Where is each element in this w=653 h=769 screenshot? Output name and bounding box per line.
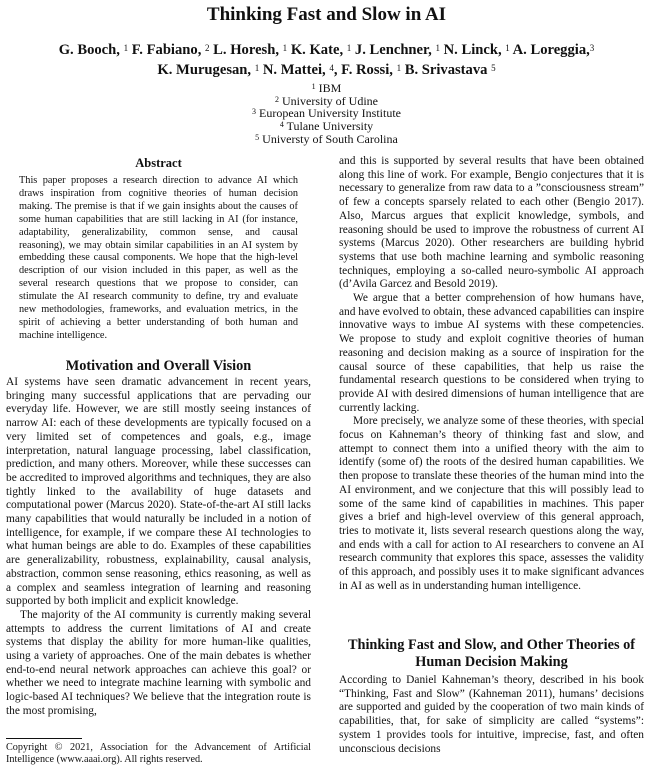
- author: J. Lenchner, $^1$: [354, 42, 440, 58]
- author: N. Mattei, $^4$: [262, 62, 334, 78]
- right-column: [339, 155, 644, 594]
- paragraph: AI systems have seen dramatic advancement in recent years, bringing many successful applications that are pervading our everyday life. However, we are still mostly seeing instances of narrow AI: each of these developments are typically focused on a very limited set of competences and goals, e.g., image interpretation, natural language processing, label classification, prediction, and many others. Moreover, while these successes can be accredited to improved algorithms and techniques, they are also tightly linked to the availability of huge datasets and computational power (Marcus 2020). State-of-the-art AI still lacks many capabilities that would naturally be included in a notion of intelligence, for example, if we compare these AI technologies to what human beings are able to do. Examples of these capabilities are generalizability, robustness, explainability, causal analysis, abstraction, common sense reasoning, ethics reasoning, as well as a complex and seamless integration of learning and reasoning supported by both implicit and explicit knowledge.: [6, 376, 311, 608]
- affiliation: $^2$ University of Udine: [275, 93, 378, 108]
- author: K. Kate, $^1$: [290, 42, 352, 58]
- affiliation: $^4$ Tulane University: [279, 119, 374, 134]
- section-heading-motivation: Motivation and Overall Vision: [65, 358, 252, 374]
- author: F. Fabiano, $^2$: [131, 42, 210, 58]
- author-list: [0, 40, 653, 80]
- author: N. Linck, $^1$: [443, 42, 510, 58]
- footnote-rule: [6, 738, 82, 739]
- author: L. Horesh, $^1$: [213, 42, 288, 58]
- paragraph: We argue that a better comprehension of how humans have, and have evolved to obtain, these advanced capabilities can inspire innovative ways to imbue AI systems with these competencies. We propose to study and exploit cognitive theories of human reasoning and decision making as a source of inspiration for the causal source of these capabilities, that help us raise the fundamental research questions to be considered when trying to provide AI with desired dimensions of human intelligence that are currently lacking.: [339, 292, 644, 414]
- section-motivation: [6, 358, 311, 719]
- paragraph: According to Daniel Kahneman’s theory, described in his book “Thinking, Fast and Slow” (Kahneman 2011), humans’ decisions are supported and guided by the cooperation of two main kinds of capabilities, that, for sake of simplicity are called “systems”: system 1 provides tools for intuitive, imprecise, fast, and often unconscious decisions: [339, 674, 644, 755]
- paragraph: and this is supported by several results that have been obtained along this line of work. For example, Bengio conjectures that it is necessary to generalize from raw data to a ”consciousness stream” of few a concepts sparsely related to each other (Bengio 2017). Also, Marcus argues that explicit knowledge, symbols, and reasoning should be used to improve the robustness of current AI systems (Marcus 2020). Other researchers are building hybrid systems that use both machine learning and symbolic reasoning techniques, employing a so-called neuro-symbolic AI approach (d’Avila Garcez and Besold 2019).: [339, 155, 644, 291]
- paragraph: More precisely, we analyze some of these theories, with special focus on Kahneman’s theory of thinking fast and slow, and attempt to connect them into a unified theory with the aim to identify (some of) the roots of the desired human capabilities. We then propose to translate these theories of the human mind into the AI environment, and we conjecture that this will possibly lead to some of the same kind of capabilities in machines. This paper gives a brief and high-level overview of this general approach, tries to motivate it, lists several research questions along the way, and ends with a call for action to AI researchers to convene an AI research community that explores this space, assesses the validity of this approach, and possibly uses it to make significant advances in AI as well as in understanding human intelligence.: [339, 415, 644, 592]
- author: , F. Rossi, $^1$: [333, 62, 402, 78]
- section-heading-theories: Thinking Fast and Slow, and Other Theories of Human Decision Making: [347, 637, 636, 670]
- section-thinking-fast-slow: [339, 637, 644, 756]
- abstract-heading: Abstract: [135, 156, 182, 170]
- paragraph: The majority of the AI community is currently making several attempts to address the current limitations of AI and create systems that display the ability for more human-like qualities, using a variety of approaches. One of the main debates is whether end-to-end neural network approaches can achieve this goal? or whether we need to integrate machine learning with symbolic and logic-based AI techniques? We believe that the integration route is the most promising,: [6, 608, 311, 717]
- affiliation-list: [0, 82, 653, 146]
- author: A. Loreggia,$^3$: [512, 42, 595, 58]
- author: K. Murugesan, $^1$: [157, 62, 260, 78]
- abstract-text: This paper proposes a research direction to advance AI which draws inspiration from cognitive theories of human decision making. The premise is that if we gain insights about the causes of some human capabilities that are still lacking in AI (for instance, adaptability, generalizability, common sense, and causal reasoning), we may obtain similar capabilities in an AI system by embedding these causal components. We hope that the high-level description of our vision included in this paper, as well as the several research questions that we propose to consider, can stimulate the AI research community to define, try and evaluate new methodologies, frameworks, and evaluation metrics, in the spirit of achieving a better understanding of both human and machine intelligence.: [19, 175, 298, 341]
- author-line-2: [0, 60, 653, 80]
- copyright-footnote: Copyright © 2021, Association for the Advancement of Artificial Intelligence (www.aaai.org). All rights reserved.: [6, 742, 311, 765]
- left-column: [6, 156, 311, 343]
- paper-title: Thinking Fast and Slow in AI: [206, 4, 447, 25]
- affiliation: $^3$ European University Institute: [252, 106, 401, 121]
- author: B. Srivastava $^5$: [404, 62, 496, 78]
- author-line-1: [0, 40, 653, 60]
- author: G. Booch, $^1$: [58, 42, 129, 58]
- affiliation: $^1$ IBM: [311, 81, 342, 95]
- affiliation: $^5$ Universty of South Carolina: [255, 131, 398, 146]
